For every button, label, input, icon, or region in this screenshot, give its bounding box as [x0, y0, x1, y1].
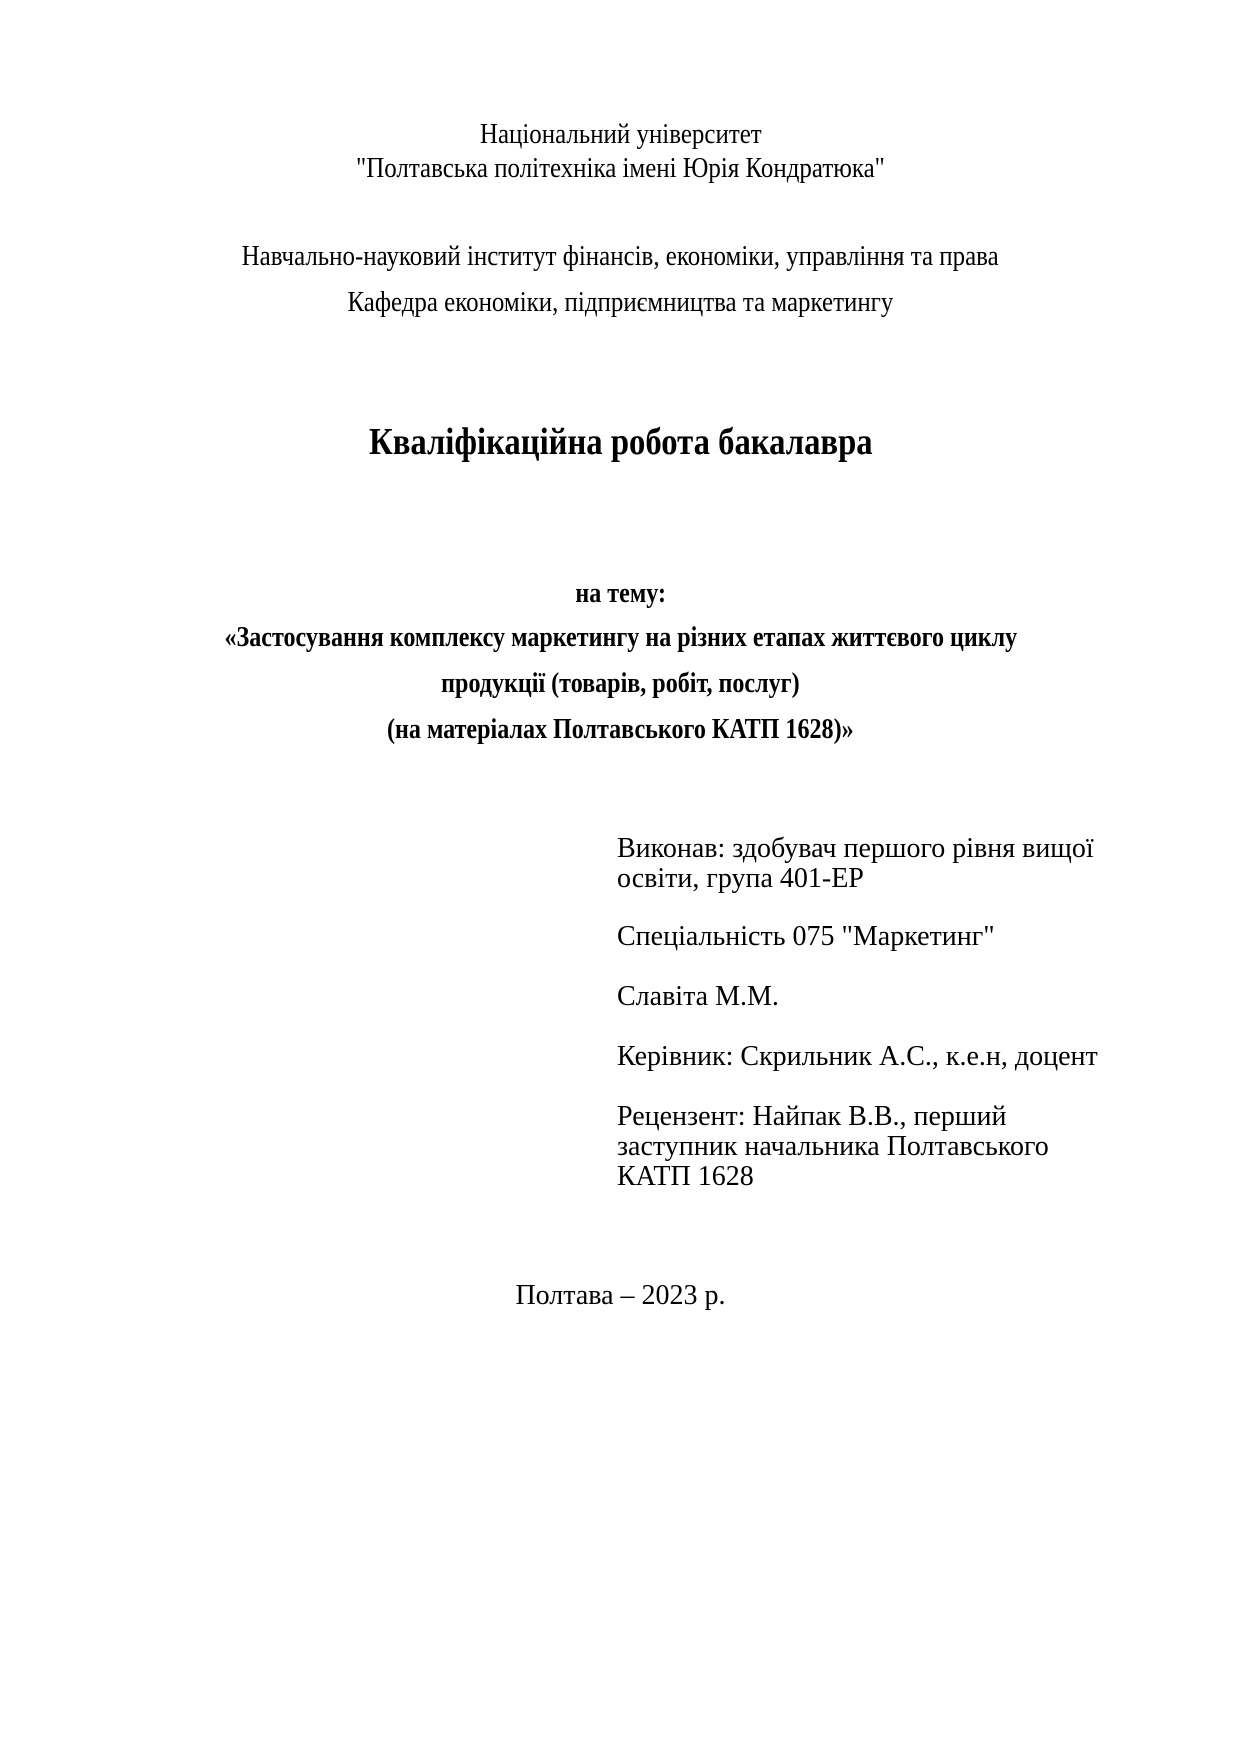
supervisor: Керівник: Скрильник А.С., к.е.н, доцент	[617, 1041, 1098, 1072]
university-name-line2: "Полтавська політехніка імені Юрія Кондратюка"	[356, 152, 885, 184]
reviewer-line-2: заступник начальника Полтавського	[617, 1131, 1049, 1162]
student-name: Славіта М.М.	[617, 981, 779, 1012]
performer-line-2: освіти, група 401-ЕР	[617, 863, 864, 894]
topic-line-3: (на матеріалах Полтавського КАТП 1628)»	[387, 714, 854, 745]
topic-line-1: «Застосування комплексу маркетингу на різних етапах життєвого циклу	[224, 622, 1017, 653]
reviewer-line-1: Рецензент: Найпак В.В., перший	[617, 1101, 1007, 1132]
topic-label: на тему:	[575, 578, 666, 609]
institute-name: Навчально-науковий інститут фінансів, економіки, управління та права	[241, 240, 1000, 272]
topic-line-2: продукції (товарів, робіт, послуг)	[441, 668, 800, 699]
document-title: Кваліфікаційна робота бакалавра	[368, 421, 873, 463]
reviewer-line-3: КАТП 1628	[617, 1161, 754, 1192]
specialty: Спеціальність 075 "Маркетинг"	[617, 921, 995, 952]
performer-line-1: Виконав: здобувач першого рівня вищої	[617, 833, 1094, 864]
university-name-line1: Національний університет	[479, 118, 762, 150]
city-year: Полтава – 2023 р.	[515, 1280, 726, 1311]
department-name: Кафедра економіки, підприємництва та маркетингу	[347, 286, 894, 318]
